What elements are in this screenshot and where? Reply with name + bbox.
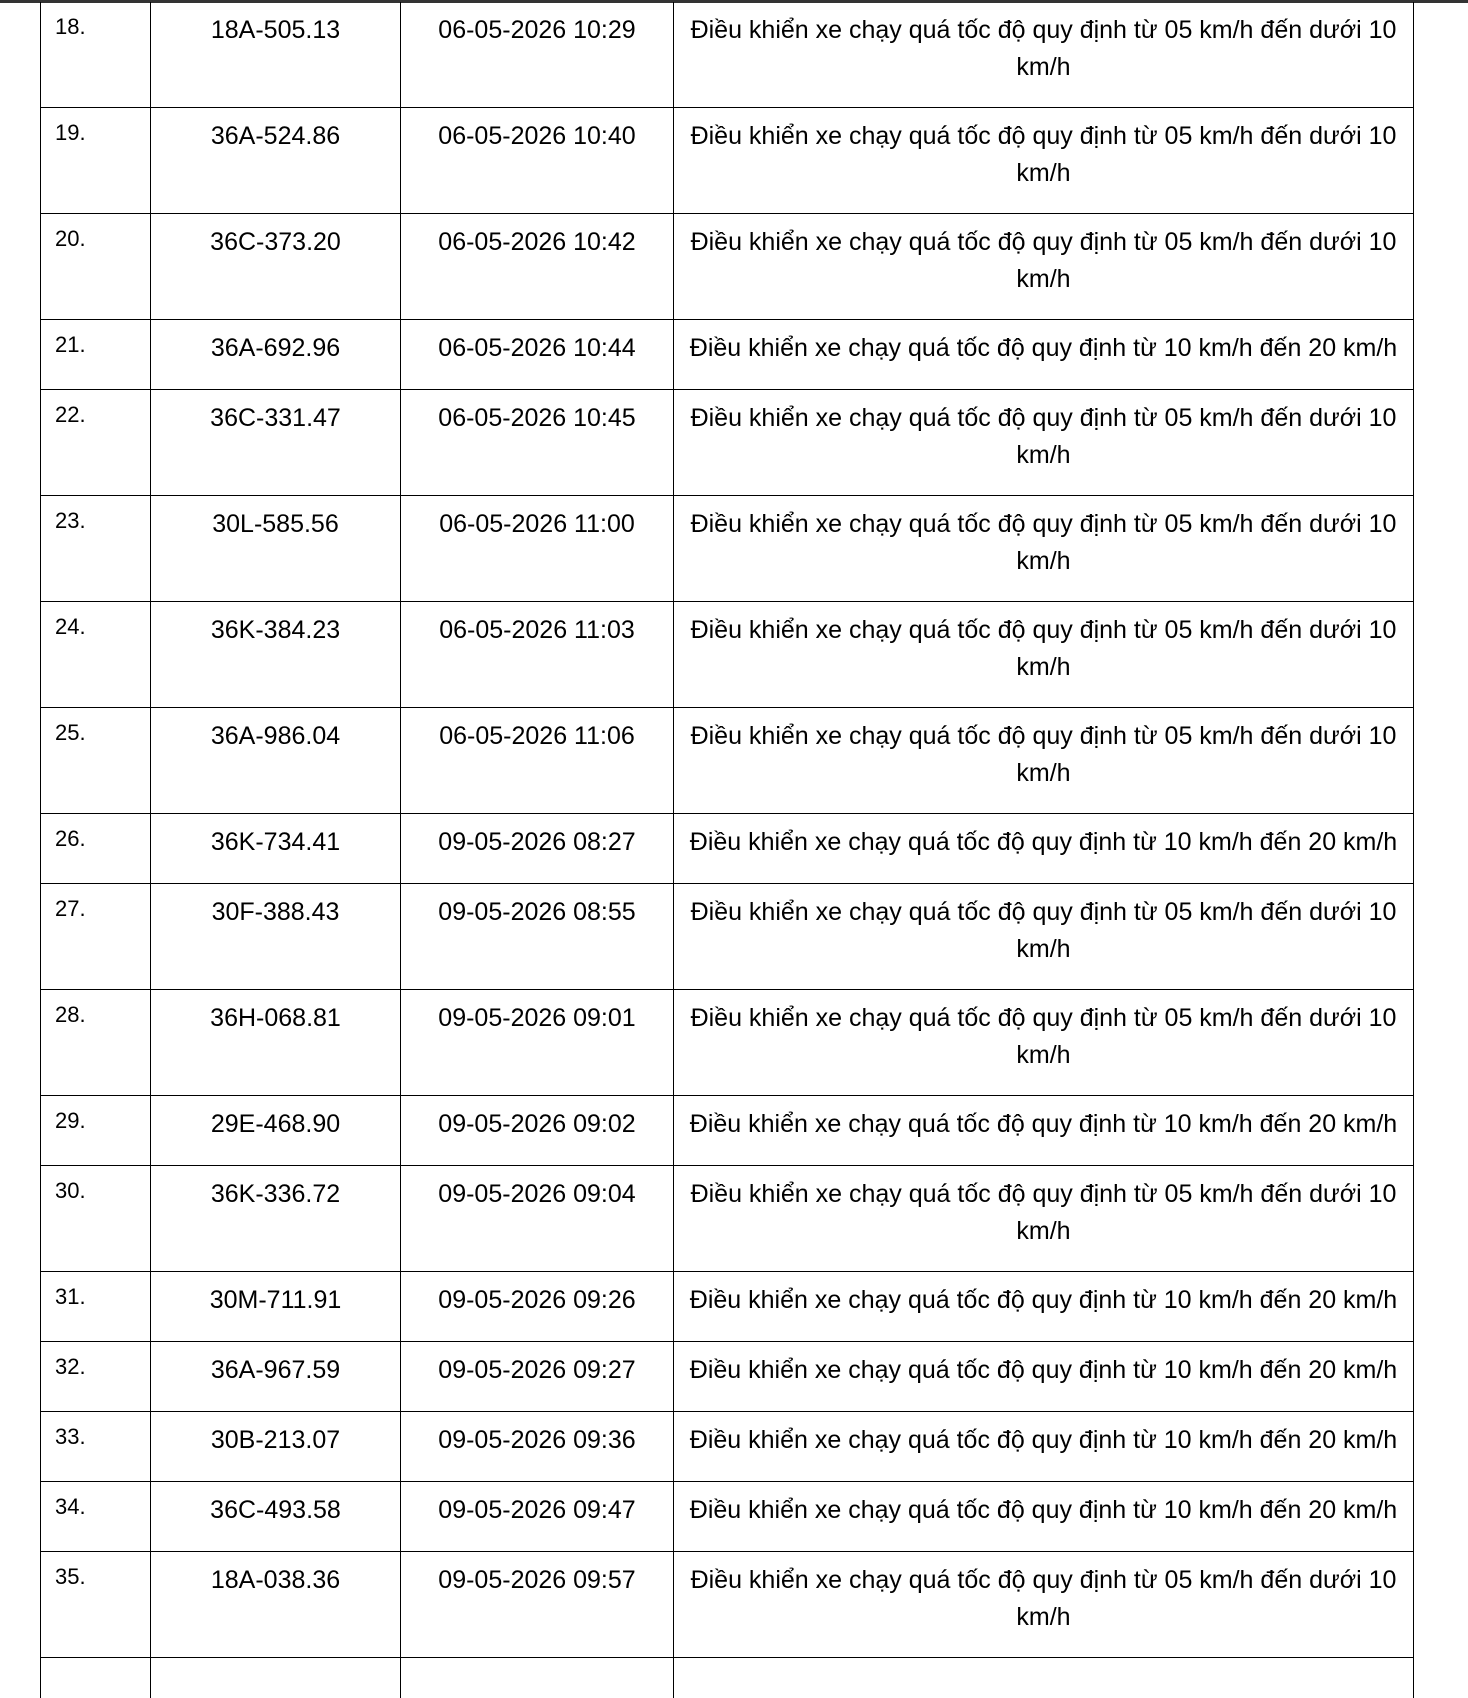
violation-description: Điều khiển xe chạy quá tốc độ quy định từ 05 km/h đến dưới 10 km/h	[674, 496, 1413, 580]
row-number-cell	[41, 2, 151, 108]
violation-description: Điều khiển xe chạy quá tốc độ quy định từ 05 km/h đến dưới 10 km/h	[674, 990, 1413, 1074]
row-number: 25.	[41, 708, 150, 746]
description-cell	[674, 320, 1414, 390]
row-number-cell	[41, 108, 151, 214]
time-cell	[401, 1412, 674, 1482]
violation-description: Điều khiển xe chạy quá tốc độ quy định từ 05 km/h đến dưới 10 km/h	[674, 108, 1413, 192]
description-cell	[674, 496, 1414, 602]
time-cell	[401, 1166, 674, 1272]
table-row	[41, 320, 1413, 390]
description-cell	[674, 1552, 1414, 1658]
violation-time: 09-05-2026 09:36	[401, 1412, 673, 1459]
violation-time: 06-05-2026 11:00	[401, 496, 673, 543]
license-plate: 36A-524.86	[151, 108, 400, 155]
row-number: 35.	[41, 1552, 150, 1590]
time-cell	[401, 1342, 674, 1412]
row-number-cell	[41, 1166, 151, 1272]
row-number: 32.	[41, 1342, 150, 1380]
description-cell	[674, 884, 1414, 990]
time-cell	[401, 990, 674, 1096]
plate-cell	[151, 390, 401, 496]
time-cell	[401, 1482, 674, 1552]
table-row	[41, 814, 1413, 884]
violation-description: Điều khiển xe chạy quá tốc độ quy định từ 10 km/h đến 20 km/h	[674, 320, 1413, 367]
row-number: 33.	[41, 1412, 150, 1450]
violation-description: Điều khiển xe chạy quá tốc độ quy định từ 10 km/h đến 20 km/h	[674, 1272, 1413, 1319]
table-row-cut-off	[41, 1658, 1413, 1698]
license-plate: 30B-213.07	[151, 1412, 400, 1459]
row-number-cell	[41, 990, 151, 1096]
violation-description: Điều khiển xe chạy quá tốc độ quy định từ 05 km/h đến dưới 10 km/h	[674, 708, 1413, 792]
license-plate: 36K-734.41	[151, 814, 400, 861]
row-number-cell	[41, 814, 151, 884]
description-cell	[674, 214, 1414, 320]
license-plate: 36C-331.47	[151, 390, 400, 437]
description-cell	[674, 602, 1414, 708]
table-row	[41, 390, 1413, 496]
license-plate: 18A-505.13	[151, 2, 400, 49]
table-row	[41, 708, 1413, 814]
row-number: 27.	[41, 884, 150, 922]
table-row	[41, 602, 1413, 708]
description-cell	[674, 708, 1414, 814]
plate-cell	[151, 496, 401, 602]
row-number-cell	[41, 1342, 151, 1412]
row-number-cell	[41, 884, 151, 990]
description-cell	[674, 1272, 1414, 1342]
table-row	[41, 884, 1413, 990]
plate-cell	[151, 884, 401, 990]
violation-description: Điều khiển xe chạy quá tốc độ quy định từ 05 km/h đến dưới 10 km/h	[674, 2, 1413, 86]
time-cell	[401, 602, 674, 708]
table-row	[41, 214, 1413, 320]
row-number-cell	[41, 1412, 151, 1482]
license-plate: 36K-336.72	[151, 1166, 400, 1213]
violation-description: Điều khiển xe chạy quá tốc độ quy định từ 10 km/h đến 20 km/h	[674, 1482, 1413, 1529]
time-cell	[401, 1658, 674, 1698]
time-cell	[401, 108, 674, 214]
license-plate: 30M-711.91	[151, 1272, 400, 1319]
violation-description: Điều khiển xe chạy quá tốc độ quy định từ 05 km/h đến dưới 10 km/h	[674, 602, 1413, 686]
violation-time: 06-05-2026 10:40	[401, 108, 673, 155]
violation-description: Điều khiển xe chạy quá tốc độ quy định từ 05 km/h đến dưới 10 km/h	[674, 1166, 1413, 1250]
violations-table	[41, 2, 1413, 1698]
table-row	[41, 1412, 1413, 1482]
row-number-cell	[41, 496, 151, 602]
violation-description: Điều khiển xe chạy quá tốc độ quy định từ 05 km/h đến dưới 10 km/h	[674, 884, 1413, 968]
table-row	[41, 990, 1413, 1096]
time-cell	[401, 1096, 674, 1166]
row-number-cell	[41, 1096, 151, 1166]
plate-cell	[151, 708, 401, 814]
violation-time: 06-05-2026 11:06	[401, 708, 673, 755]
violation-time: 09-05-2026 09:04	[401, 1166, 673, 1213]
violation-time: 09-05-2026 09:01	[401, 990, 673, 1037]
time-cell	[401, 390, 674, 496]
violation-time: 06-05-2026 10:29	[401, 2, 673, 49]
row-number: 20.	[41, 214, 150, 252]
table-row	[41, 1096, 1413, 1166]
row-number: 30.	[41, 1166, 150, 1204]
description-cell	[674, 1482, 1414, 1552]
table-row	[41, 1342, 1413, 1412]
violation-time: 09-05-2026 09:47	[401, 1482, 673, 1529]
description-cell	[674, 1166, 1414, 1272]
license-plate: 29E-468.90	[151, 1096, 400, 1143]
violation-description: Điều khiển xe chạy quá tốc độ quy định từ 05 km/h đến dưới 10 km/h	[674, 1552, 1413, 1636]
violation-description: Điều khiển xe chạy quá tốc độ quy định từ 05 km/h đến dưới 10 km/h	[674, 390, 1413, 474]
violation-time: 06-05-2026 10:45	[401, 390, 673, 437]
time-cell	[401, 814, 674, 884]
plate-cell	[151, 1272, 401, 1342]
time-cell	[401, 1552, 674, 1658]
row-number-cell	[41, 214, 151, 320]
plate-cell	[151, 1412, 401, 1482]
row-number: 22.	[41, 390, 150, 428]
plate-cell	[151, 108, 401, 214]
table-row	[41, 2, 1413, 108]
license-plate: 36A-692.96	[151, 320, 400, 367]
row-number: 26.	[41, 814, 150, 852]
description-cell	[674, 1342, 1414, 1412]
license-plate: 36A-986.04	[151, 708, 400, 755]
plate-cell	[151, 1658, 401, 1698]
time-cell	[401, 2, 674, 108]
row-number: 28.	[41, 990, 150, 1028]
violation-time: 09-05-2026 08:55	[401, 884, 673, 931]
plate-cell	[151, 1096, 401, 1166]
row-number-cell	[41, 1482, 151, 1552]
violation-time: 06-05-2026 11:03	[401, 602, 673, 649]
plate-cell	[151, 1482, 401, 1552]
violations-table-body	[41, 2, 1413, 1698]
license-plate: 36C-493.58	[151, 1482, 400, 1529]
row-number-cell	[41, 1272, 151, 1342]
plate-cell	[151, 1552, 401, 1658]
violation-description: Điều khiển xe chạy quá tốc độ quy định từ 05 km/h đến dưới 10 km/h	[674, 214, 1413, 298]
description-cell	[674, 814, 1414, 884]
license-plate: 36H-068.81	[151, 990, 400, 1037]
plate-cell	[151, 320, 401, 390]
row-number: 21.	[41, 320, 150, 358]
violation-description: Điều khiển xe chạy quá tốc độ quy định từ 10 km/h đến 20 km/h	[674, 1412, 1413, 1459]
violation-time: 09-05-2026 09:02	[401, 1096, 673, 1143]
table-row	[41, 1482, 1413, 1552]
license-plate: 18A-038.36	[151, 1552, 400, 1599]
violation-description: Điều khiển xe chạy quá tốc độ quy định từ 10 km/h đến 20 km/h	[674, 814, 1413, 861]
row-number: 24.	[41, 602, 150, 640]
plate-cell	[151, 990, 401, 1096]
table-row	[41, 108, 1413, 214]
description-cell	[674, 108, 1414, 214]
row-number-cell	[41, 1658, 151, 1698]
time-cell	[401, 496, 674, 602]
description-cell	[674, 990, 1414, 1096]
row-number-cell	[41, 602, 151, 708]
document-page	[40, 2, 1414, 1698]
row-number-cell	[41, 708, 151, 814]
row-number: 31.	[41, 1272, 150, 1310]
license-plate: 36A-967.59	[151, 1342, 400, 1389]
description-cell	[674, 1658, 1414, 1698]
violation-description: Điều khiển xe chạy quá tốc độ quy định từ 10 km/h đến 20 km/h	[674, 1096, 1413, 1143]
violation-time: 09-05-2026 09:27	[401, 1342, 673, 1389]
description-cell	[674, 2, 1414, 108]
license-plate: 36C-373.20	[151, 214, 400, 261]
row-number: 19.	[41, 108, 150, 146]
license-plate: 30L-585.56	[151, 496, 400, 543]
plate-cell	[151, 2, 401, 108]
plate-cell	[151, 1166, 401, 1272]
row-number-cell	[41, 320, 151, 390]
row-number: 18.	[41, 2, 150, 40]
time-cell	[401, 1272, 674, 1342]
plate-cell	[151, 814, 401, 884]
license-plate: 36K-384.23	[151, 602, 400, 649]
violation-time: 06-05-2026 10:42	[401, 214, 673, 261]
description-cell	[674, 1412, 1414, 1482]
table-row	[41, 496, 1413, 602]
violation-time: 09-05-2026 09:26	[401, 1272, 673, 1319]
violation-time: 09-05-2026 08:27	[401, 814, 673, 861]
time-cell	[401, 708, 674, 814]
plate-cell	[151, 214, 401, 320]
row-number-cell	[41, 390, 151, 496]
row-number-cell	[41, 1552, 151, 1658]
row-number: 34.	[41, 1482, 150, 1520]
table-row	[41, 1272, 1413, 1342]
plate-cell	[151, 602, 401, 708]
row-number: 23.	[41, 496, 150, 534]
violation-description: Điều khiển xe chạy quá tốc độ quy định từ 10 km/h đến 20 km/h	[674, 1342, 1413, 1389]
license-plate: 30F-388.43	[151, 884, 400, 931]
time-cell	[401, 320, 674, 390]
description-cell	[674, 1096, 1414, 1166]
row-number: 29.	[41, 1096, 150, 1134]
description-cell	[674, 390, 1414, 496]
violation-time: 06-05-2026 10:44	[401, 320, 673, 367]
time-cell	[401, 214, 674, 320]
time-cell	[401, 884, 674, 990]
plate-cell	[151, 1342, 401, 1412]
violation-time: 09-05-2026 09:57	[401, 1552, 673, 1599]
table-row	[41, 1552, 1413, 1658]
table-row	[41, 1166, 1413, 1272]
